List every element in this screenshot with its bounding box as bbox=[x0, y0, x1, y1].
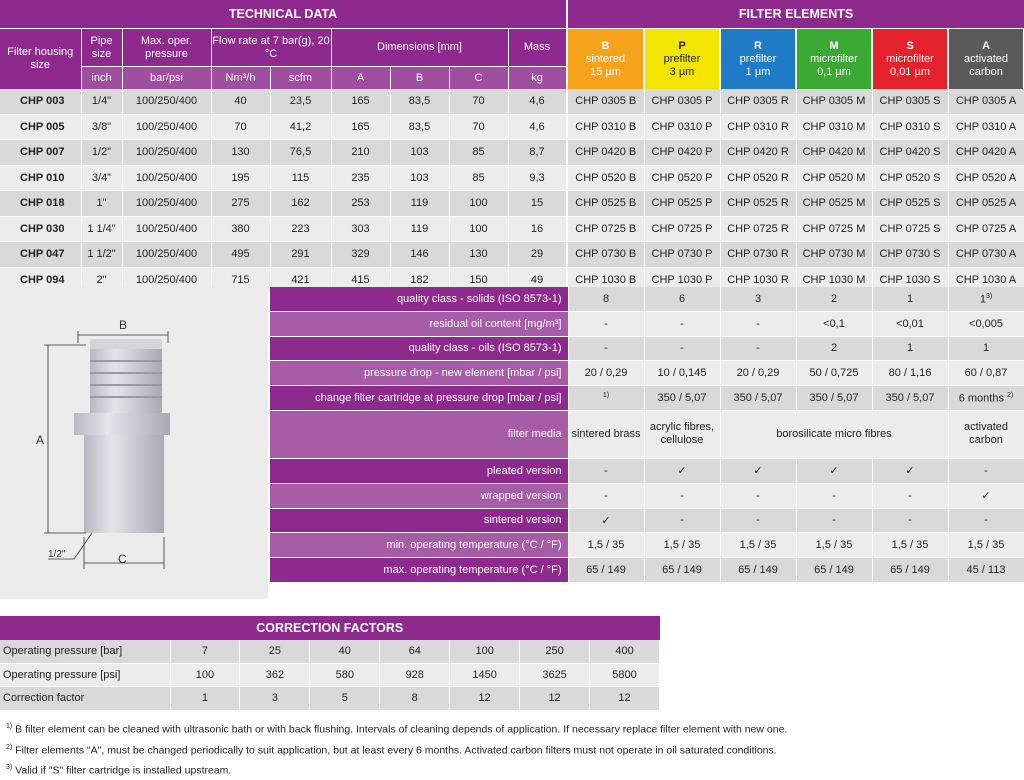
tech-row bbox=[0, 242, 566, 268]
tech-row bbox=[0, 216, 566, 242]
filter-name: activated bbox=[964, 52, 1009, 65]
correction-value: 25 bbox=[240, 640, 310, 663]
filter-code: P bbox=[678, 39, 686, 52]
row-quality-oils: quality class - oils (ISO 8573-1) - - - 2 1 1 bbox=[270, 336, 1024, 361]
tech-row bbox=[0, 191, 566, 217]
filter-element-code: CHP 0420 A bbox=[948, 140, 1024, 166]
correction-value: 400 bbox=[590, 640, 660, 663]
row-sintered: sintered version ✓ - - - - - bbox=[270, 508, 1024, 533]
correction-value: 250 bbox=[520, 640, 590, 663]
technical-data-table bbox=[0, 0, 567, 293]
footnote-mark: 1) bbox=[6, 723, 13, 730]
filter-column-header bbox=[948, 29, 1024, 90]
header-pressure: Max. oper. pressure bbox=[122, 29, 211, 67]
tech-cell: 16 bbox=[508, 216, 566, 242]
tech-cell: 1/4" bbox=[81, 89, 122, 114]
filter-properties-table bbox=[270, 287, 1024, 583]
filter-element-code: CHP 0525 A bbox=[948, 191, 1024, 217]
tech-cell: 103 bbox=[390, 140, 449, 166]
correction-value: 12 bbox=[590, 687, 660, 711]
filter-code: S bbox=[906, 39, 914, 52]
row-max-temp: max. operating temperature (°C / °F) 65 / 149 65 / 149 65 / 149 65 / 149 65 / 149 45 / 113 bbox=[270, 558, 1024, 583]
tech-cell: 210 bbox=[331, 140, 390, 166]
filter-name: prefilter bbox=[663, 52, 701, 65]
correction-factors-title: CORRECTION FACTORS bbox=[0, 616, 660, 640]
tech-cell: 421 bbox=[270, 267, 331, 293]
filter-element-code: CHP 0310 S bbox=[872, 114, 948, 140]
correction-row bbox=[0, 640, 660, 663]
filter-row bbox=[568, 114, 1024, 140]
filter-element-code: CHP 0730 R bbox=[720, 242, 796, 268]
filter-element-code: CHP 0310 P bbox=[644, 114, 720, 140]
tech-cell: 100 bbox=[449, 216, 508, 242]
filter-element-code: CHP 0420 P bbox=[644, 140, 720, 166]
row-wrapped: wrapped version - - - - - ✓ bbox=[270, 483, 1024, 508]
correction-value: 100 bbox=[170, 663, 240, 687]
filter-column-header bbox=[568, 29, 644, 90]
tech-cell: 100 bbox=[449, 191, 508, 217]
tech-cell: 495 bbox=[211, 242, 270, 268]
tech-row bbox=[0, 165, 566, 191]
filter-housing-drawing bbox=[0, 287, 268, 599]
unit-nm3h: Nm³/h bbox=[211, 67, 270, 90]
tech-cell: 2" bbox=[81, 267, 122, 293]
filter-element-code: CHP 0520 S bbox=[872, 165, 948, 191]
filter-element-code: CHP 0730 M bbox=[796, 242, 872, 268]
correction-value: 5 bbox=[310, 687, 380, 711]
tech-cell: 165 bbox=[331, 114, 390, 140]
footnote bbox=[6, 759, 1016, 780]
housing-model: CHP 047 bbox=[0, 242, 81, 268]
row-quality-solids: quality class - solids (ISO 8573-1) 8 6 3 2 1 1$^{3)}$ bbox=[270, 287, 1024, 311]
filter-row bbox=[568, 242, 1024, 268]
tech-cell: 235 bbox=[331, 165, 390, 191]
correction-value: 40 bbox=[310, 640, 380, 663]
tech-cell: 4,6 bbox=[508, 114, 566, 140]
row-change-cartridge: change filter cartridge at pressure drop [mbar / psi] $^{1)}$ 350 / 5,07 350 / 5,07 350 / 5,07 350 / 5,07 6 months $^{2)}$ bbox=[270, 386, 1024, 411]
housing-model: CHP 030 bbox=[0, 216, 81, 242]
tech-cell: 119 bbox=[390, 216, 449, 242]
header-pipe: Pipe size bbox=[81, 29, 122, 67]
correction-factors-table bbox=[0, 616, 660, 711]
dim-label-b: B bbox=[119, 318, 128, 332]
unit-dim-c: C bbox=[449, 67, 508, 90]
filter-column-header bbox=[796, 29, 872, 90]
correction-value: 928 bbox=[380, 663, 450, 687]
tech-cell: 3/8" bbox=[81, 114, 122, 140]
tech-cell: 329 bbox=[331, 242, 390, 268]
correction-row bbox=[0, 687, 660, 711]
footnote-mark: 3) bbox=[6, 764, 13, 771]
tech-cell: 1" bbox=[81, 191, 122, 217]
unit-scfm: scfm bbox=[270, 67, 331, 90]
filter-code: B bbox=[601, 39, 610, 52]
row-min-temp: min. operating temperature (°C / °F) 1,5 / 35 1,5 / 35 1,5 / 35 1,5 / 35 1,5 / 35 1,5 / 35 bbox=[270, 533, 1024, 558]
filter-element-code: CHP 0420 R bbox=[720, 140, 796, 166]
footnote bbox=[6, 718, 1016, 739]
filter-name: prefilter bbox=[739, 52, 777, 65]
filter-row bbox=[568, 216, 1024, 242]
tech-cell: 70 bbox=[449, 114, 508, 140]
tech-cell: 146 bbox=[390, 242, 449, 268]
filter-element-code: CHP 0310 M bbox=[796, 114, 872, 140]
filter-element-code: CHP 0725 S bbox=[872, 216, 948, 242]
tech-cell: 41,2 bbox=[270, 114, 331, 140]
tech-cell: 182 bbox=[390, 267, 449, 293]
correction-value: 5800 bbox=[590, 663, 660, 687]
footnote-mark: 2) bbox=[6, 743, 13, 751]
tech-cell: 40 bbox=[211, 89, 270, 114]
tech-cell: 85 bbox=[449, 140, 508, 166]
correction-label: Operating pressure [psi] bbox=[0, 663, 170, 687]
technical-data-title: TECHNICAL DATA bbox=[0, 0, 566, 29]
tech-cell: 1 1/2" bbox=[81, 242, 122, 268]
filter-column-header bbox=[644, 29, 720, 90]
filter-rating: carbon bbox=[969, 65, 1003, 78]
filter-element-code: CHP 0725 R bbox=[720, 216, 796, 242]
tech-cell: 100/250/400 bbox=[122, 216, 211, 242]
filter-element-code: CHP 0310 R bbox=[720, 114, 796, 140]
filter-element-code: CHP 0730 S bbox=[872, 242, 948, 268]
tech-cell: 103 bbox=[390, 165, 449, 191]
correction-value: 1 bbox=[170, 687, 240, 711]
unit-dim-a: A bbox=[331, 67, 390, 90]
filter-element-code: CHP 0525 R bbox=[720, 191, 796, 217]
filter-element-code: CHP 0305 B bbox=[568, 89, 644, 114]
tech-cell: 76,5 bbox=[270, 140, 331, 166]
tech-cell: 100/250/400 bbox=[122, 267, 211, 293]
unit-kg: kg bbox=[508, 67, 566, 90]
filter-element-code: CHP 0305 M bbox=[796, 89, 872, 114]
tech-cell: 715 bbox=[211, 267, 270, 293]
correction-value: 362 bbox=[240, 663, 310, 687]
correction-row bbox=[0, 663, 660, 687]
tech-cell: 3/4" bbox=[81, 165, 122, 191]
tech-cell: 70 bbox=[449, 89, 508, 114]
correction-value: 100 bbox=[450, 640, 520, 663]
filter-code: R bbox=[754, 39, 762, 52]
filter-row bbox=[568, 140, 1024, 166]
filter-rating: 0,1 µm bbox=[817, 65, 851, 78]
tech-row bbox=[0, 89, 566, 114]
tech-cell: 100/250/400 bbox=[122, 89, 211, 114]
correction-label: Operating pressure [bar] bbox=[0, 640, 170, 663]
correction-value: 12 bbox=[520, 687, 590, 711]
correction-value: 3 bbox=[240, 687, 310, 711]
footnote bbox=[6, 739, 1016, 760]
footnote-text: Filter elements "A", must be changed periodically to suit application, but at least every 6 months. Activated carbon filters must not operate in oil saturated conditions. bbox=[15, 744, 777, 756]
tech-cell: 83,5 bbox=[390, 114, 449, 140]
tech-cell: 150 bbox=[449, 267, 508, 293]
filter-element-code: CHP 0525 P bbox=[644, 191, 720, 217]
tech-cell: 1 1/4" bbox=[81, 216, 122, 242]
filter-element-code: CHP 0725 M bbox=[796, 216, 872, 242]
row-pleated: pleated version - ✓ ✓ ✓ ✓ - bbox=[270, 458, 1024, 483]
housing-model: CHP 005 bbox=[0, 114, 81, 140]
tech-cell: 8,7 bbox=[508, 140, 566, 166]
correction-value: 580 bbox=[310, 663, 380, 687]
tech-cell: 275 bbox=[211, 191, 270, 217]
tech-cell: 15 bbox=[508, 191, 566, 217]
filter-row bbox=[568, 165, 1024, 191]
filter-name: microfilter bbox=[886, 52, 934, 65]
filter-rating: 3 µm bbox=[669, 65, 695, 78]
tech-cell: 100/250/400 bbox=[122, 114, 211, 140]
filter-name: microfilter bbox=[810, 52, 858, 65]
filter-element-code: CHP 0420 S bbox=[872, 140, 948, 166]
filter-column-header bbox=[720, 29, 796, 90]
footnotes bbox=[6, 718, 1016, 780]
filter-element-code: CHP 0305 R bbox=[720, 89, 796, 114]
tech-cell: 85 bbox=[449, 165, 508, 191]
filter-element-code: CHP 0420 B bbox=[568, 140, 644, 166]
header-housing: Filter housing size bbox=[0, 29, 81, 90]
filter-element-code: CHP 1030 B bbox=[568, 267, 644, 293]
housing-model: CHP 094 bbox=[0, 267, 81, 293]
filter-row bbox=[568, 191, 1024, 217]
tech-row bbox=[0, 140, 566, 166]
correction-value: 12 bbox=[450, 687, 520, 711]
filter-name: sintered bbox=[585, 52, 626, 65]
tech-cell: 49 bbox=[508, 267, 566, 293]
filter-rating: 0,01 µm bbox=[890, 65, 930, 78]
tech-cell: 100/250/400 bbox=[122, 191, 211, 217]
tech-cell: 9,3 bbox=[508, 165, 566, 191]
footnote-text: Valid if "S" filter cartridge is installed upstream. bbox=[15, 764, 232, 777]
header-flow: Flow rate at 7 bar(g), 20 °C bbox=[211, 29, 331, 67]
filter-rating: 1 µm bbox=[745, 65, 771, 78]
header-mass: Mass bbox=[508, 29, 566, 67]
filter-element-code: CHP 1030 R bbox=[720, 267, 796, 293]
filter-elements-table bbox=[568, 0, 1024, 293]
tech-cell: 100/250/400 bbox=[122, 165, 211, 191]
tech-cell: 1/2" bbox=[81, 140, 122, 166]
footnote-text: B filter element can be cleaned with ultrasonic bath or with back flushing. Intervals of cleaning depends of application. If necessary replace filter element with new one. bbox=[15, 723, 788, 736]
correction-value: 64 bbox=[380, 640, 450, 663]
filter-element-code: CHP 0725 P bbox=[644, 216, 720, 242]
filter-element-code: CHP 0725 B bbox=[568, 216, 644, 242]
housing-shape bbox=[74, 339, 170, 533]
unit-dim-b: B bbox=[390, 67, 449, 90]
housing-model: CHP 007 bbox=[0, 140, 81, 166]
filter-element-code: CHP 0730 P bbox=[644, 242, 720, 268]
row-pressure-drop: pressure drop - new element [mbar / psi] 20 / 0,29 10 / 0,145 20 / 0,29 50 / 0,725 80 / 1,16 60 / 0,87 bbox=[270, 361, 1024, 386]
tech-cell: 115 bbox=[270, 165, 331, 191]
dim-label-a: A bbox=[36, 433, 45, 447]
housing-model: CHP 003 bbox=[0, 89, 81, 114]
filter-element-code: CHP 0520 P bbox=[644, 165, 720, 191]
tech-cell: 291 bbox=[270, 242, 331, 268]
header-dimensions: Dimensions [mm] bbox=[331, 29, 508, 67]
correction-value: 1450 bbox=[450, 663, 520, 687]
filter-element-code: CHP 1030 S bbox=[872, 267, 948, 293]
filter-element-code: CHP 0730 A bbox=[948, 242, 1024, 268]
filter-element-code: CHP 0420 M bbox=[796, 140, 872, 166]
tech-cell: 4,6 bbox=[508, 89, 566, 114]
tech-cell: 29 bbox=[508, 242, 566, 268]
filter-element-code: CHP 0725 A bbox=[948, 216, 1024, 242]
filter-column-header bbox=[872, 29, 948, 90]
filter-element-code: CHP 0525 S bbox=[872, 191, 948, 217]
filter-element-code: CHP 1030 A bbox=[948, 267, 1024, 293]
correction-value: 8 bbox=[380, 687, 450, 711]
filter-row bbox=[568, 89, 1024, 114]
filter-element-code: CHP 0305 A bbox=[948, 89, 1024, 114]
dim-label-c: C bbox=[118, 552, 127, 566]
row-filter-media: filter media sintered brass acrylic fibres, cellulose borosilicate micro fibres activated carbon bbox=[270, 410, 1024, 458]
tech-cell: 253 bbox=[331, 191, 390, 217]
filter-element-code: CHP 0520 B bbox=[568, 165, 644, 191]
tech-row bbox=[0, 114, 566, 140]
housing-model: CHP 018 bbox=[0, 191, 81, 217]
unit-inch: inch bbox=[81, 67, 122, 90]
filter-rating: 15 µm bbox=[590, 65, 621, 78]
tech-cell: 130 bbox=[211, 140, 270, 166]
housing-model: CHP 010 bbox=[0, 165, 81, 191]
tech-cell: 100/250/400 bbox=[122, 242, 211, 268]
dim-label-pipe: 1/2" bbox=[48, 549, 66, 560]
tech-cell: 119 bbox=[390, 191, 449, 217]
tech-cell: 165 bbox=[331, 89, 390, 114]
filter-element-code: CHP 0520 A bbox=[948, 165, 1024, 191]
tech-cell: 23,5 bbox=[270, 89, 331, 114]
tech-cell: 303 bbox=[331, 216, 390, 242]
correction-value: 7 bbox=[170, 640, 240, 663]
filter-element-code: CHP 0310 B bbox=[568, 114, 644, 140]
tech-cell: 223 bbox=[270, 216, 331, 242]
tech-cell: 130 bbox=[449, 242, 508, 268]
row-residual-oil: residual oil content [mg/m³] - - - <0,1 <0,01 <0,005 bbox=[270, 311, 1024, 336]
filter-element-code: CHP 0525 B bbox=[568, 191, 644, 217]
filter-element-code: CHP 0525 M bbox=[796, 191, 872, 217]
filter-elements-title: FILTER ELEMENTS bbox=[568, 0, 1024, 29]
tech-cell: 100/250/400 bbox=[122, 140, 211, 166]
filter-element-code: CHP 1030 P bbox=[644, 267, 720, 293]
unit-pressure: bar/psi bbox=[122, 67, 211, 90]
filter-element-code: CHP 0730 B bbox=[568, 242, 644, 268]
filter-element-code: CHP 0310 A bbox=[948, 114, 1024, 140]
filter-element-code: CHP 0520 R bbox=[720, 165, 796, 191]
tech-cell: 380 bbox=[211, 216, 270, 242]
filter-element-code: CHP 0305 P bbox=[644, 89, 720, 114]
filter-code: M bbox=[829, 39, 839, 52]
tech-cell: 415 bbox=[331, 267, 390, 293]
tech-cell: 83,5 bbox=[390, 89, 449, 114]
filter-element-code: CHP 0520 M bbox=[796, 165, 872, 191]
tech-cell: 70 bbox=[211, 114, 270, 140]
filter-element-code: CHP 1030 M bbox=[796, 267, 872, 293]
tech-cell: 162 bbox=[270, 191, 331, 217]
filter-code: A bbox=[982, 39, 991, 52]
correction-value: 3625 bbox=[520, 663, 590, 687]
tech-cell: 195 bbox=[211, 165, 270, 191]
correction-label: Correction factor bbox=[0, 687, 170, 711]
filter-element-code: CHP 0305 S bbox=[872, 89, 948, 114]
